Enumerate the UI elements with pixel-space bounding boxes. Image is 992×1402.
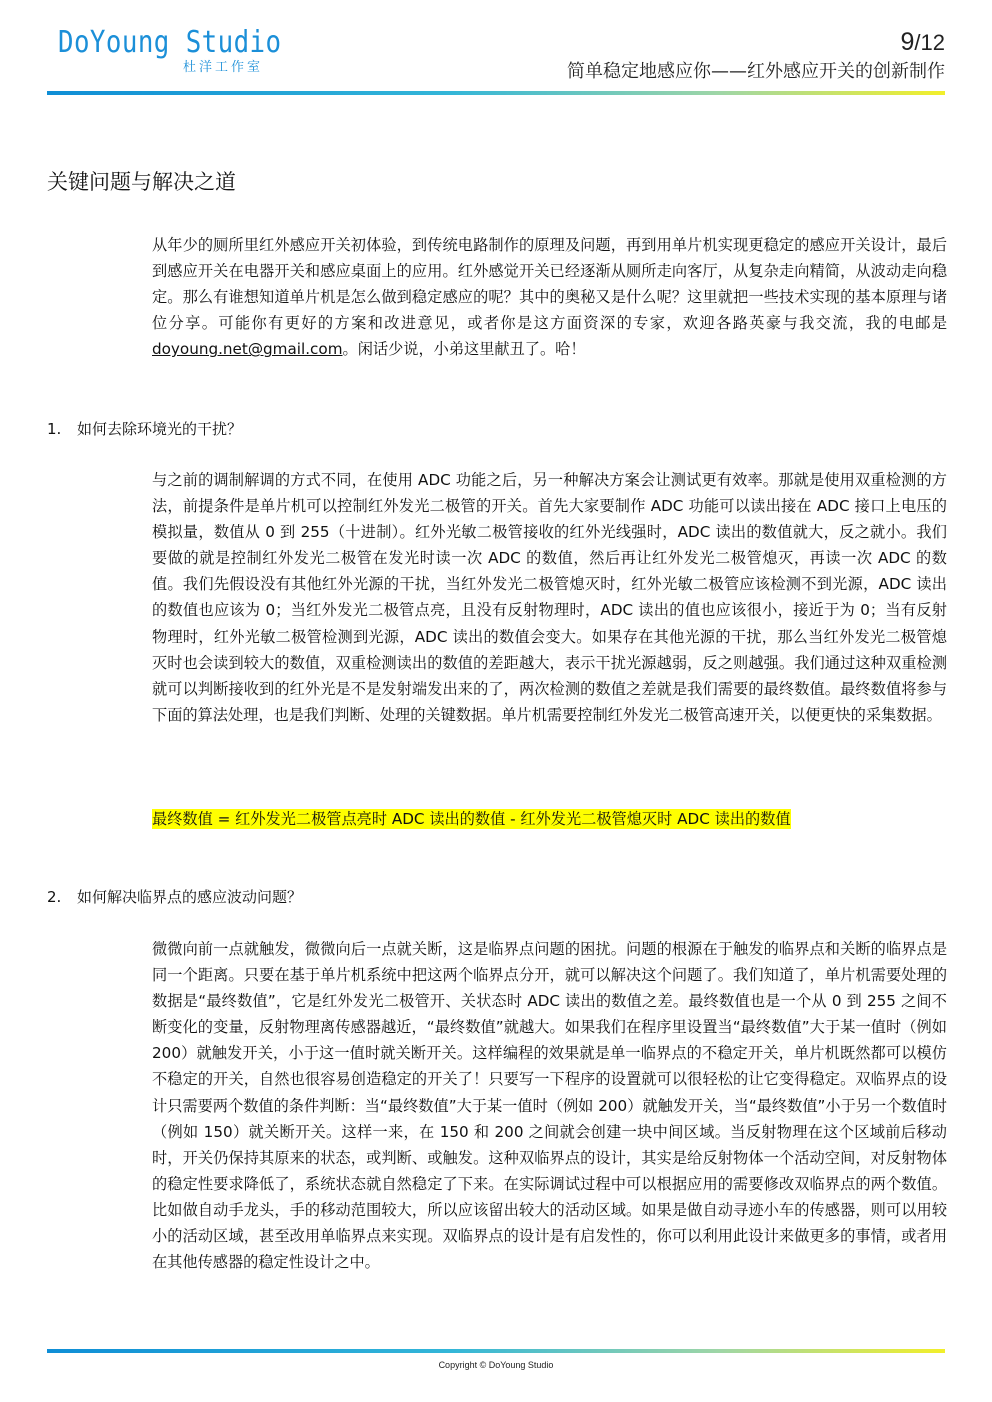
question-title: 如何去除环境光的干扰？	[77, 420, 243, 438]
page-total: /12	[914, 30, 945, 55]
page-current: 9	[900, 28, 915, 56]
footer-divider	[47, 1349, 945, 1353]
studio-logo: DoYoung Studio	[58, 25, 282, 60]
section-title: 关键问题与解决之道	[47, 170, 236, 194]
page-number	[901, 28, 946, 57]
formula-text: 最终数值 = 红外发光二极管点亮时 ADC 读出的数值 - 红外发光二极管熄灭时 ADC 读出的数值	[152, 810, 791, 828]
question-heading	[47, 886, 302, 908]
question-heading	[47, 418, 242, 440]
intro-text-end: 。闲话少说，小弟这里献丑了。哈！	[342, 340, 586, 359]
question-number: 2.	[47, 888, 62, 906]
question-title: 如何解决临界点的感应波动问题？	[77, 888, 303, 906]
studio-logo-subtitle: 杜洋工作室	[183, 60, 264, 75]
email-link[interactable]: doyoung.net@gmail.com	[152, 340, 343, 359]
intro-text: 从年少的厕所里红外感应开关初体验，到传统电路制作的原理及问题，再到用单片机实现更稳定的感应开关设计，最后到感应开关在电器开关和感应桌面上的应用。红外感觉开关已经逐渐从厕所走向客厅，从复杂走向精简，从波动走向稳定。那么有谁想知道单片机是怎么做到稳定感应的呢？其中的奥秘又是什么呢？这里就把一些技术实现的基本原理与诸位分享。可能你有更好的方案和改进意见，或者你是这方面资深的专家，欢迎各路英豪与我交流，我的电邮是	[152, 236, 947, 333]
header-divider	[47, 91, 945, 95]
document-title: 简单稳定地感应你——红外感应开关的创新制作	[567, 61, 945, 82]
question-body: 与之前的调制解调的方式不同，在使用 ADC 功能之后，另一种解决方案会让测试更有效率。那就是使用双重检测的方法，前提条件是单片机可以控制红外发光二极管的开关。首先大家要制作 ADC 功能可以读出接在 ADC 接口上电压的模拟量，数值从 0 到 255（十进制）。红外光敏二极管接收的红外光线强时，ADC 读出的数值就大，反之就小。我们要做的就是控制红外发光二极管在发光时读一次 ADC 的数值，然后再让红外发光二极管熄灭，再读一次 ADC 的数值。我们先假设没有其他红外光源的干扰，当红外发光二极管熄灭时，红外光敏二极管应该检测不到光源，ADC 读出的数值也应该为 0；当红外发光二极管点亮，且没有反射物理时，ADC 读出的值也应该很小，接近于为 0；当有反射物理时，红外光敏二极管检测到光源，ADC 读出的数值会变大。如果存在其他光源的干扰，那么当红外发光二极管熄灭时也会读到较大的数值，双重检测读出的数值的差距越大，表示干扰光源越弱，反之则越强。我们通过这种双重检测就可以判断接收到的红外光是不是发射端发出来的了，两次检测的数值之差就是我们需要的最终数值。最终数值将参与下面的算法处理，也是我们判断、处理的关键数据。单片机需要控制红外发光二极管高速开关，以便更快的采集数据。	[152, 471, 947, 724]
copyright-footer: Copyright © DoYoung Studio	[438, 1360, 554, 1370]
question-body: 微微向前一点就触发，微微向后一点就关断，这是临界点问题的困扰。问题的根源在于触发的临界点和关断的临界点是同一个距离。只要在基于单片机系统中把这两个临界点分开，就可以解决这个问题了。我们知道了，单片机需要处理的数据是“最终数值”，它是红外发光二极管开、关状态时 ADC 读出的数值之差。最终数值也是一个从 0 到 255 之间不断变化的变量，反射物理离传感器越近，“最终数值”就越大。如果我们在程序里设置当“最终数值”大于某一值时（例如 200）就触发开关，小于这一值时就关断开关。这样编程的效果就是单一临界点的不稳定开关，单片机既然都可以模仿不稳定的开关，自然也很容易创造稳定的开关了！只要写一下程序的设置就可以很轻松的让它变得稳定。双临界点的设计只需要两个数值的条件判断：当“最终数值”大于某一值时（例如 200）就触发开关，当“最终数值”小于另一个数值时（例如 150）就关断开关。这样一来，在 150 和 200 之间就会创建一块中间区域。当反射物理在这个区域前后移动时，开关仍保持其原来的状态，或判断、或触发。这种双临界点的设计，其实是给反射物体一个活动空间，对反射物体的稳定性要求降低了，系统状态就自然稳定了下来。在实际调试过程中可以根据应用的需要修改双临界点的两个数值。比如做自动手龙头，手的移动范围较大，所以应该留出较大的活动区域。如果是做自动寻迹小车的传感器，则可以用较小的活动区域，甚至改用单临界点来实现。双临界点的设计是有启发性的，你可以利用此设计来做更多的事情，或者用在其他传感器的稳定性设计之中。	[152, 940, 947, 1272]
intro-paragraph	[152, 232, 947, 362]
formula-highlight	[152, 807, 791, 831]
question-number: 1.	[47, 420, 62, 438]
